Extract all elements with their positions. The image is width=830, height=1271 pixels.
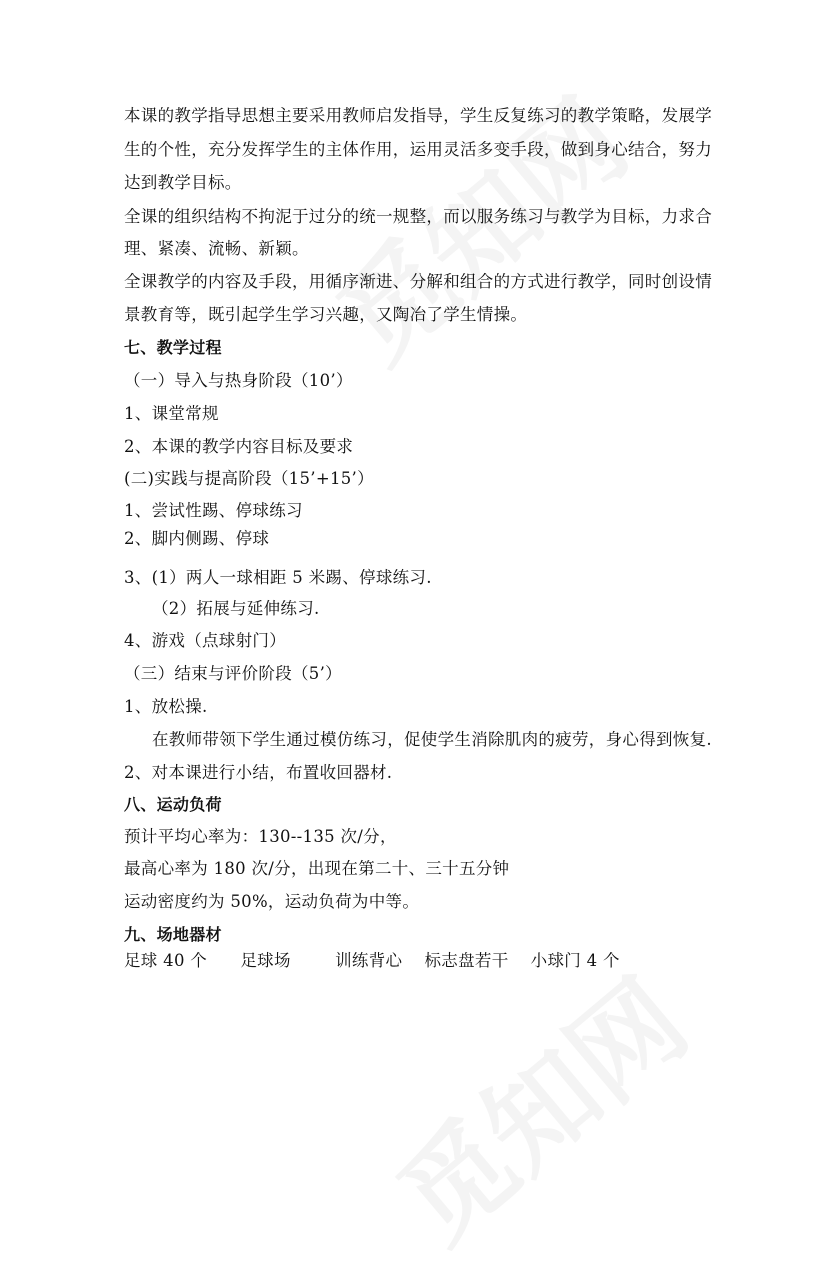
list-item: 3、(1）两人一球相距 5 米踢、停球练习. xyxy=(124,568,432,587)
subsection-title: （三）结束与评价阶段（5’） xyxy=(124,664,342,683)
list-item: 2、本课的教学内容目标及要求 xyxy=(124,437,354,456)
list-item: 2、对本课进行小结，布置收回器材. xyxy=(124,763,393,782)
paragraph-line: 最高心率为 180 次/分，出现在第二十、三十五分钟 xyxy=(124,859,510,878)
paragraph-line: 景教育等，既引起学生学习兴趣，又陶冶了学生情操。 xyxy=(124,305,528,324)
paragraph-line: 全课教学的内容及手段，用循序渐进、分解和组合的方式进行教学，同时创设情 xyxy=(124,272,712,291)
equipment-list: 足球 40 个 足球场 训练背心 标志盘若干 小球门 4 个 xyxy=(124,951,620,970)
paragraph-line: 理、紧凑、流畅、新颖。 xyxy=(124,239,309,258)
paragraph-line: 全课的组织结构不拘泥于过分的统一规整，而以服务练习与教学为目标，力求合 xyxy=(124,207,712,226)
section-heading-teaching-process: 七、教学过程 xyxy=(124,338,222,357)
list-item: 2、脚内侧踢、停球 xyxy=(124,529,270,548)
list-item: 1、课堂常规 xyxy=(124,404,219,423)
watermark-bottom xyxy=(360,938,714,1271)
subsection-title: (二)实践与提高阶段（15’+15’） xyxy=(124,469,374,488)
paragraph-line: 生的个性，充分发挥学生的主体作用，运用灵活多变手段，做到身心结合，努力 xyxy=(124,140,712,159)
list-item: 1、放松操. xyxy=(124,697,208,716)
list-item: 4、游戏（点球射门） xyxy=(124,631,286,650)
paragraph-line: 运动密度约为 50%，运动负荷为中等。 xyxy=(124,892,420,911)
paragraph-line: 本课的教学指导思想主要采用教师启发指导，学生反复练习的教学策略，发展学 xyxy=(124,106,712,125)
section-heading-equipment: 九、场地器材 xyxy=(124,925,222,944)
list-item: （2）拓展与延伸练习. xyxy=(152,599,320,618)
paragraph-line: 在教师带领下学生通过模仿练习，促使学生消除肌肉的疲劳，身心得到恢复. xyxy=(152,730,712,749)
paragraph-line: 预计平均心率为：130--135 次/分， xyxy=(124,827,397,846)
paragraph-line: 达到教学目标。 xyxy=(124,173,242,192)
list-item: 1、尝试性踢、停球练习 xyxy=(124,501,303,520)
subsection-title: （一）导入与热身阶段（10’） xyxy=(124,371,353,390)
section-heading-exercise-load: 八、运动负荷 xyxy=(124,795,222,814)
